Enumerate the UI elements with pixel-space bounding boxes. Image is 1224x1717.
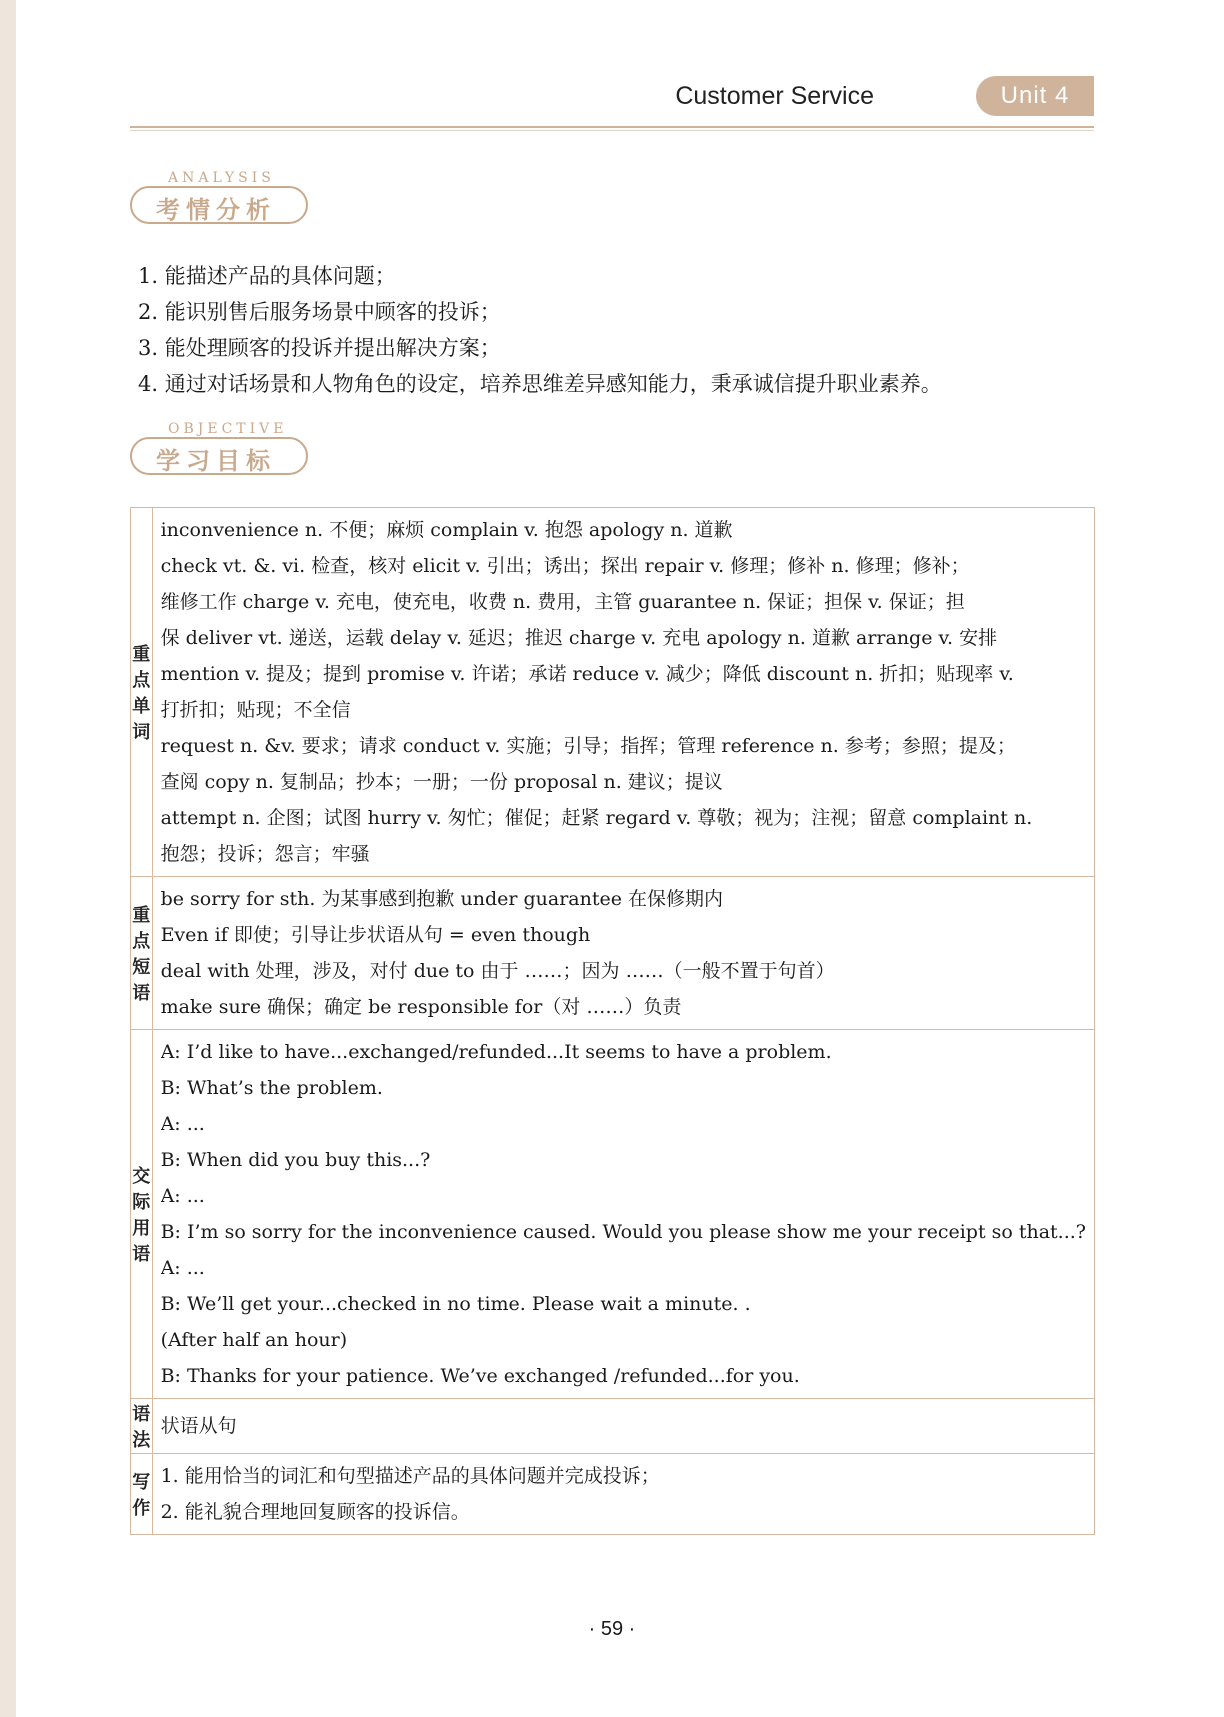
objective-badge-en: OBJECTIVE bbox=[168, 421, 288, 437]
content-line: be sorry for sth. 为某事感到抱歉 under guarantee 在保修期内 bbox=[160, 888, 724, 910]
analysis-item: 3. 能处理顾客的投诉并提出解决方案； bbox=[138, 336, 501, 360]
content-line: 维修工作 charge v. 充电，使充电，收费 n. 费用，主管 guarantee n. 保证；担保 v. 保证；担 bbox=[160, 591, 965, 613]
content-line: B: We’ll get your...checked in no time. Please wait a minute. . bbox=[160, 1293, 751, 1315]
content-line: request n. &v. 要求；请求 conduct v. 实施；引导；指挥；管理 reference n. 参考；参照；提及； bbox=[160, 735, 1016, 757]
content-line: B: Thanks for your patience. We’ve exchanged /refunded...for you. bbox=[160, 1365, 800, 1387]
row-content bbox=[152, 1030, 1094, 1399]
row-category: 交际用语 bbox=[131, 1030, 153, 1399]
analysis-list bbox=[138, 258, 942, 402]
content-line: A: ... bbox=[160, 1257, 205, 1279]
page-number: · 59 · bbox=[588, 1618, 636, 1640]
table-row bbox=[131, 1030, 1095, 1399]
content-line: B: I’m so sorry for the inconvenience caused. Would you please show me your receipt so that...? bbox=[160, 1221, 1086, 1243]
content-line: mention v. 提及；提到 promise v. 许诺；承诺 reduce v. 减少；降低 discount n. 折扣；贴现率 v. bbox=[160, 663, 1014, 685]
row-category: 重点短语 bbox=[131, 877, 153, 1030]
table-row bbox=[131, 1454, 1095, 1535]
page-edge-band bbox=[0, 0, 16, 1717]
analysis-item: 1. 能描述产品的具体问题； bbox=[138, 264, 396, 288]
unit-tab: Unit 4 bbox=[976, 76, 1094, 116]
table-row bbox=[131, 508, 1095, 877]
content-line: 状语从句 bbox=[160, 1415, 237, 1437]
table-row bbox=[131, 1399, 1095, 1454]
analysis-item: 4. 通过对话场景和人物角色的设定，培养思维差异感知能力，秉承诚信提升职业素养。 bbox=[138, 372, 942, 396]
objective-badge-title: 学习目标 bbox=[156, 447, 276, 475]
content-line: B: What’s the problem. bbox=[160, 1077, 383, 1099]
content-line: deal with 处理，涉及，对付 due to 由于 ……；因为 ……（一般不置于句首） bbox=[160, 960, 835, 982]
content-line: inconvenience n. 不便；麻烦 complain v. 抱怨 apology n. 道歉 bbox=[160, 519, 733, 541]
content-line: B: When did you buy this...? bbox=[160, 1149, 431, 1171]
content-line: (After half an hour) bbox=[160, 1329, 348, 1351]
analysis-badge bbox=[130, 170, 310, 234]
row-category: 重点单词 bbox=[131, 508, 153, 877]
table-row bbox=[131, 877, 1095, 1030]
analysis-badge-en: ANALYSIS bbox=[168, 170, 275, 186]
content-line: 1. 能用恰当的词汇和句型描述产品的具体问题并完成投诉； bbox=[160, 1465, 660, 1487]
content-line: 抱怨；投诉；怨言；牢骚 bbox=[160, 843, 370, 865]
content-line: check vt. &. vi. 检查，核对 elicit v. 引出；诱出；探出 repair v. 修理；修补 n. 修理；修补； bbox=[160, 555, 970, 577]
objective-badge bbox=[130, 421, 310, 485]
content-line: 打折扣；贴现；不全信 bbox=[160, 699, 351, 721]
row-content bbox=[152, 508, 1094, 877]
content-line: Even if 即使；引导让步状语从句 = even though bbox=[160, 924, 591, 946]
header-rule-thin bbox=[130, 130, 1094, 131]
objectives-table bbox=[130, 507, 1095, 1535]
header-rule bbox=[130, 126, 1094, 128]
content-line: attempt n. 企图；试图 hurry v. 匆忙；催促；赶紧 regard v. 尊敬；视为；注视；留意 complaint n. bbox=[160, 807, 1033, 829]
content-line: A: ... bbox=[160, 1185, 205, 1207]
row-category: 写作 bbox=[131, 1454, 153, 1535]
row-category: 语法 bbox=[131, 1399, 153, 1454]
content-line: 2. 能礼貌合理地回复顾客的投诉信。 bbox=[160, 1501, 470, 1523]
analysis-item: 2. 能识别售后服务场景中顾客的投诉； bbox=[138, 300, 501, 324]
content-line: A: I’d like to have...exchanged/refunded...It seems to have a problem. bbox=[160, 1041, 832, 1063]
row-content bbox=[152, 877, 1094, 1030]
row-content bbox=[152, 1399, 1094, 1454]
running-header-title: Customer Service bbox=[675, 82, 874, 110]
content-line: A: ... bbox=[160, 1113, 205, 1135]
content-line: 保 deliver vt. 递送，运载 delay v. 延迟；推迟 charge v. 充电 apology n. 道歉 arrange v. 安排 bbox=[160, 627, 998, 649]
analysis-badge-title: 考情分析 bbox=[156, 196, 276, 224]
content-line: make sure 确保；确定 be responsible for（对 ……）负责 bbox=[160, 996, 682, 1018]
content-line: 查阅 copy n. 复制品；抄本；一册；一份 proposal n. 建议；提议 bbox=[160, 771, 723, 793]
row-content bbox=[152, 1454, 1094, 1535]
